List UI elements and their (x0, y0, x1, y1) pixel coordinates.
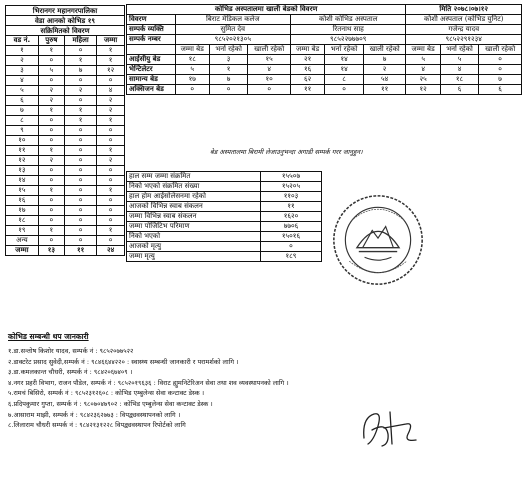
contact-heading: कोभिड सम्बन्धी थप जानकारी (8, 332, 89, 341)
ward-cell: ५ (38, 66, 64, 76)
contact-number-row (127, 35, 522, 45)
ward-cell: १८ (6, 216, 39, 226)
bed-subheader: जम्मा बेड (291, 45, 325, 55)
ward-cell: ० (97, 216, 125, 226)
bed-count: १ (209, 65, 247, 75)
ward-cell: ७ (6, 106, 39, 116)
summary-label: जम्मा विभिन्न स्वाब संकलन (127, 212, 261, 222)
ward-cell: ० (64, 76, 96, 86)
ward-cell: ८ (6, 116, 39, 126)
bed-count: ५ (175, 65, 209, 75)
ward-cell: ० (64, 196, 96, 206)
ward-cell: २ (97, 156, 125, 166)
ward-cell: १२ (97, 66, 125, 76)
ward-column-header: जम्मा (97, 36, 125, 46)
list-item: ३.डा.कमलकान्त चौधरी, सम्पर्क नं : ९८४२०६७४०९ । (8, 368, 133, 377)
ward-table-title: सक्रिमितको विवरण (6, 26, 125, 36)
ward-cell: २ (6, 56, 39, 66)
ward-cell: १ (97, 186, 125, 196)
ward-cell: ० (64, 206, 96, 216)
ward-cell: ० (64, 166, 96, 176)
summary-label: आजको मृत्यु (127, 242, 261, 252)
table-row (6, 206, 125, 216)
table-row (127, 222, 322, 232)
ward-cell: ० (97, 76, 125, 86)
bed-count: ७ (363, 55, 406, 65)
summary-label: हाल होम आईसोलेसनमा रहेको (127, 192, 261, 202)
table-row (127, 202, 322, 212)
ward-cell: ० (38, 116, 64, 126)
ward-cell: ० (64, 156, 96, 166)
ward-cell: १ (97, 46, 125, 56)
bed-count: ७ (479, 75, 522, 85)
table-row (6, 136, 125, 146)
ward-cell: १ (97, 226, 125, 236)
table-row (6, 176, 125, 186)
summary-value: १५०१६ (261, 232, 322, 242)
summary-label: जम्मा मृत्यु (127, 252, 261, 262)
hospital-name: कोशी अस्पताल (कोभिड युनिट) (406, 15, 522, 25)
bed-count: १७ (175, 75, 209, 85)
bed-count: ५ (440, 55, 478, 65)
hospital-name-row (127, 15, 522, 25)
list-item: ८.लिलाराम चौधरी सम्पर्क नं : ९८४२१३१२२८ विपद्व्यवस्थापन रिपोर्टको लागि (8, 421, 186, 430)
signature-icon (358, 400, 428, 460)
table-row (6, 236, 125, 246)
ward-cell: २ (64, 86, 96, 96)
list-item: १.डा.सन्तोष किशोर यादव, सम्पर्क नं : ९८५२०७७५२२ (8, 347, 134, 355)
bed-count: ४ (440, 65, 478, 75)
ward-cell: १० (6, 136, 39, 146)
table-row (6, 66, 125, 76)
bed-subheader: खाली रहेको (363, 45, 406, 55)
ward-cell: ६ (6, 96, 39, 106)
table-row (6, 116, 125, 126)
table-row (127, 252, 322, 262)
ward-cell: ९ (6, 126, 39, 136)
ward-cell: ० (64, 46, 96, 56)
ward-cell: १ (38, 146, 64, 156)
ward-total-cell: जम्मा (6, 246, 39, 256)
table-row (6, 106, 125, 116)
ward-cell: ० (97, 206, 125, 216)
ward-cell: ० (38, 76, 64, 86)
contact-list (8, 346, 518, 431)
table-row (6, 96, 125, 106)
ward-cell: १ (38, 226, 64, 236)
ward-total-cell: १३ (38, 246, 64, 256)
table-row (127, 192, 322, 202)
table-row (6, 86, 125, 96)
ward-cell: ० (97, 196, 125, 206)
ward-cell: अन्य (6, 236, 39, 246)
ward-cell: ० (64, 216, 96, 226)
bed-subheader-row (127, 45, 522, 55)
summary-table-body (127, 172, 322, 262)
ward-cell: १४ (6, 176, 39, 186)
table-row (6, 166, 125, 176)
ward-cell: १ (38, 46, 64, 56)
table-row (127, 55, 522, 65)
table-row (6, 126, 125, 136)
ward-cell: ५ (6, 86, 39, 96)
bed-count: ० (479, 65, 522, 75)
ward-cell: १ (64, 106, 96, 116)
bed-subheader: भर्ना रहेको (440, 45, 478, 55)
covid-summary-table (126, 171, 322, 262)
ward-cell: १ (64, 56, 96, 66)
ward-cell: ० (38, 206, 64, 216)
ward-total-row (6, 246, 125, 256)
ward-cell: ० (64, 186, 96, 196)
list-item: ५.रामचं बिसिरो, सम्पर्क नं : ९८५२३१२६०८ : कोभिड एम्बुलेन्स सेवा कन्टाक्ट डेस्क । (8, 389, 205, 398)
ward-cell: ० (97, 176, 125, 186)
table-row (127, 172, 322, 182)
ward-total-cell: ११ (64, 246, 96, 256)
ward-cell: ० (64, 236, 96, 246)
summary-value: १८९ (261, 252, 322, 262)
ward-cell: ३ (6, 66, 39, 76)
ward-cell: १६ (6, 196, 39, 206)
list-item: ४.नगर प्रहरी विभाग, राजन पौडेल, सम्पर्क नं : ९८५२०१९६३६ : विराट ह्युमनिटेरिअन सेवा तथा शव व्यवस्थापनको लागि । (8, 378, 289, 387)
hospital-bed-section (126, 4, 522, 95)
contact-person-row (127, 25, 522, 35)
list-item: ७.आसाराम माझी, सम्पर्क नं : ९८४२३६२७७३ : विपद्व्यवस्थापनको लागि । (8, 410, 181, 419)
ward-title-row (6, 26, 125, 36)
table-row (127, 182, 322, 192)
contact-person: सुमित देव (175, 25, 290, 35)
summary-value: १५५०७ (261, 172, 322, 182)
ward-cell: १ (38, 186, 64, 196)
bed-count: ६२ (291, 75, 325, 85)
summary-value: १६२० (261, 212, 322, 222)
bed-count: ७ (209, 75, 247, 85)
summary-label: निको भएको (127, 232, 261, 242)
hospital-section-title: कोभिड अस्पतालमा खाली बेडको विवरण (127, 5, 406, 15)
ward-cell: ४ (97, 86, 125, 96)
table-row (127, 75, 522, 85)
bed-count: ४ (248, 65, 291, 75)
ward-cell: ० (97, 236, 125, 246)
contact-section (8, 332, 518, 431)
bed-count: ० (479, 55, 522, 65)
table-row (6, 186, 125, 196)
ward-cell: ० (38, 196, 64, 206)
table-row (127, 212, 322, 222)
ward-cell: ११ (6, 146, 39, 156)
hospital-name: बिराट मेडिकल कलेज (175, 15, 290, 25)
bed-subheader: खाली रहेको (248, 45, 291, 55)
table-row (127, 85, 522, 95)
bed-type-label: अक्सिजन बेड (127, 85, 176, 95)
hospital-title-row (127, 5, 522, 15)
ward-cell: १२ (6, 156, 39, 166)
bed-type-label: भेन्टिलेटर (127, 65, 176, 75)
ward-cell: ० (38, 236, 64, 246)
contact-person: रितनाथ साह (291, 25, 406, 35)
bed-count: ० (325, 85, 363, 95)
bed-count: २ (363, 65, 406, 75)
bed-count: १८ (440, 75, 478, 85)
table-row (6, 56, 125, 66)
bed-subheader: खाली रहेको (479, 45, 522, 55)
contact-person-label: सम्पर्क व्यक्ति (127, 25, 176, 35)
bed-count: २१ (291, 55, 325, 65)
ward-cell: २ (97, 106, 125, 116)
bed-count: ४ (406, 65, 440, 75)
bed-count: ११ (291, 85, 325, 95)
blank-cell (127, 45, 176, 55)
ward-cell: ० (38, 176, 64, 186)
contact-number-label: सम्पर्क नम्बर (127, 35, 176, 45)
ward-cell: ० (64, 176, 96, 186)
bed-count: ६ (479, 85, 522, 95)
ward-cell: १ (6, 46, 39, 56)
ward-cell: ० (64, 146, 96, 156)
ward-table-title: भिरानगर महानगरपालिका (6, 6, 125, 16)
summary-value: ११०३ (261, 192, 322, 202)
contact-person: गजेन्द्र यादव (406, 25, 522, 35)
bed-count: ० (175, 85, 209, 95)
official-seal-icon (330, 192, 426, 288)
bed-count: ६ (440, 85, 478, 95)
ward-cell: १ (97, 116, 125, 126)
ward-total-cell: २४ (97, 246, 125, 256)
bed-count: १८ (175, 55, 209, 65)
bed-count: २५ (406, 75, 440, 85)
bed-subheader: जम्मा बेड (175, 45, 209, 55)
hospital-table-body (127, 5, 522, 95)
hospital-name: कोशी कोभिड अस्पताल (291, 15, 406, 25)
table-row (127, 232, 322, 242)
table-row (6, 156, 125, 166)
ward-cell: ० (38, 216, 64, 226)
ward-title-row (6, 16, 125, 26)
ward-cell: २ (97, 96, 125, 106)
table-row (6, 46, 125, 56)
ward-cell: १ (38, 106, 64, 116)
ward-case-table (5, 5, 125, 256)
details-label: विवरण (127, 15, 176, 25)
ward-cell: ० (97, 136, 125, 146)
ward-cell: १ (97, 56, 125, 66)
table-row (6, 216, 125, 226)
bed-count: ३ (209, 55, 247, 65)
bed-count: १६ (291, 65, 325, 75)
ward-cell: १५ (6, 186, 39, 196)
ward-cell: ४ (6, 76, 39, 86)
bed-notice: बेड अस्पतालमा बिरामी लेजाउनुभन्दा अगाडी सम्पर्क गरर जानुहुन। (210, 148, 363, 156)
bed-count: १५ (248, 55, 291, 65)
ward-header-row (6, 36, 125, 46)
table-row (6, 146, 125, 156)
contact-number: ९८५२२७७७०९ (291, 35, 406, 45)
ward-column-header: पुरुष (38, 36, 64, 46)
bed-count: ५४ (363, 75, 406, 85)
summary-value: ७७०६ (261, 222, 322, 232)
ward-cell: १९ (6, 226, 39, 236)
bed-count: ० (209, 85, 247, 95)
ward-cell: २ (38, 96, 64, 106)
table-row (6, 196, 125, 206)
ward-cell: ७ (64, 66, 96, 76)
bed-count: १० (248, 75, 291, 85)
bed-count: ५ (406, 55, 440, 65)
bed-count: १४ (325, 65, 363, 75)
bed-type-label: आईसीयु बेड (127, 55, 176, 65)
summary-label: निको भएको संक्रमित संख्या (127, 182, 261, 192)
bed-count: १४ (325, 55, 363, 65)
bed-subheader: भर्ना रहेको (325, 45, 363, 55)
ward-cell: ० (38, 136, 64, 146)
list-item: २.डाक्टरेट प्रसाद सुवेदी,सम्पर्क नं : ९८४६६४४२२० : स्वास्थ्य सम्बन्धी जानकारी र परामर्शको लागि । (8, 357, 239, 366)
ward-cell: २ (38, 86, 64, 96)
ward-cell: १७ (6, 206, 39, 216)
bed-count: १२ (406, 85, 440, 95)
ward-cell: २ (38, 156, 64, 166)
bed-subheader: जम्मा बेड (406, 45, 440, 55)
ward-title-row (6, 6, 125, 16)
contact-number: ९८५२२९१२३४ (406, 35, 522, 45)
ward-cell: ० (64, 226, 96, 236)
summary-label: जम्मा पोजिटिभ परिमाण (127, 222, 261, 232)
summary-value: ० (261, 242, 322, 252)
ward-cell: ० (64, 136, 96, 146)
ward-cell: ० (97, 166, 125, 176)
table-row (127, 65, 522, 75)
ward-cell: १ (64, 116, 96, 126)
ward-column-header: वड नं. (6, 36, 39, 46)
ward-cell: ० (38, 126, 64, 136)
ward-cell: ० (97, 126, 125, 136)
table-row (6, 76, 125, 86)
summary-value: १५२०५ (261, 182, 322, 192)
ward-cell: ० (38, 166, 64, 176)
bed-subheader: भर्ना रहेको (209, 45, 247, 55)
ward-table-title: वेडा आनको कोभिड १९ (6, 16, 125, 26)
bed-count: ८ (325, 75, 363, 85)
bed-count: ० (248, 85, 291, 95)
ward-cell: १ (97, 146, 125, 156)
summary-label: आजको विभिन्न स्वाब संकलन (127, 202, 261, 212)
ward-cell: ० (64, 96, 96, 106)
hospital-bed-table (126, 4, 522, 95)
table-row (127, 242, 322, 252)
contact-number: ९८५२०२१३०५ (175, 35, 290, 45)
bed-count: ११ (363, 85, 406, 95)
ward-cell: १३ (6, 166, 39, 176)
report-date: मिति २०७८।०७।१२ (406, 5, 522, 15)
bed-type-label: सामान्य बेड (127, 75, 176, 85)
ward-column-header: महिला (64, 36, 96, 46)
ward-table-body (6, 6, 125, 256)
ward-cell: ० (38, 56, 64, 66)
list-item: ६.प्रदिपकुमार गुप्ता, सम्पर्क नं : ९८०७०४७९०२ : कोभिड एम्बुलेन्स सेवा कन्टाक्ट डेस्क । (8, 399, 213, 408)
summary-value: ११ (261, 202, 322, 212)
summary-label: हाल सम्म जम्मा संक्रमित (127, 172, 261, 182)
ward-cell: ० (64, 126, 96, 136)
table-row (6, 226, 125, 236)
